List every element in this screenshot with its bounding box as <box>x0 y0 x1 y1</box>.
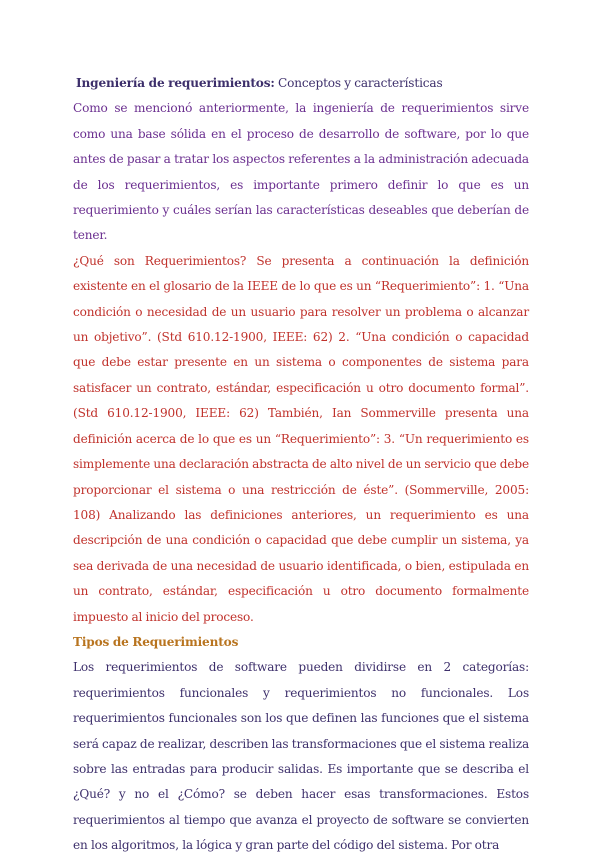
document-page <box>73 71 529 859</box>
section-title-requirement-types: Tipos de Requerimientos <box>73 634 239 649</box>
section-title-rest: Conceptos y características <box>274 76 443 90</box>
intro-paragraph: Como se mencionó anteriormente, la ingeniería de requerimientos sirve como una base sólida en el proceso de desarrollo de software, por lo que antes de pasar a tratar los aspectos referentes a la administración adecuada de los requerimientos, es importante primero definir lo que es un requerimiento y cuáles serían las características deseables que deberían de tener. <box>73 101 529 243</box>
section-title-requirements-engineering <box>76 71 529 96</box>
section-title-bold: Ingeniería de requerimientos: <box>76 76 275 90</box>
types-paragraph: Los requerimientos de software pueden dividirse en 2 categorías: requerimientos funcionales y requerimientos no funcionales. Los requerimientos funcionales son los que definen las funciones que el sistema será capaz de realizar, describen las transformaciones que el sistema realiza sobre las entradas para producir salidas. Es importante que se describa el ¿Qué? y no el ¿Cómo? se deben hacer esas transformaciones. Estos requerimientos al tiempo que avanza el proyecto de software se convierten en los algoritmos, la lógica y gran parte del código del sistema. Por otra <box>73 660 530 853</box>
definition-paragraph: ¿Qué son Requerimientos? Se presenta a continuación la definición existente en el glosario de la IEEE de lo que es un “Requerimiento”: 1. “Una condición o necesidad de un usuario para resolver un problema o alcanzar un objetivo”. (Std 610.12-1900, IEEE: 62) 2. “Una condición o capacidad que debe estar presente en un sistema o componentes de sistema para satisfacer un contrato, estándar, especificación u otro documento formal”. (Std 610.12-1900, IEEE: 62) También, Ian Sommerville presenta una definición acerca de lo que es un “Requerimiento”: 3. “Un requerimiento es simplemente una declaración abstracta de alto nivel de un servicio que debe proporcionar el sistema o una restricción de éste”. (Sommerville, 2005: 108) Analizando las definiciones anteriores, un requerimiento es una descripción de una condición o capacidad que debe cumplir un sistema, ya sea derivada de una necesidad de usuario identificada, o bien, estipulada en un contrato, estándar, especificación u otro documento formalmente impuesto al inicio del proceso. <box>73 253 529 624</box>
